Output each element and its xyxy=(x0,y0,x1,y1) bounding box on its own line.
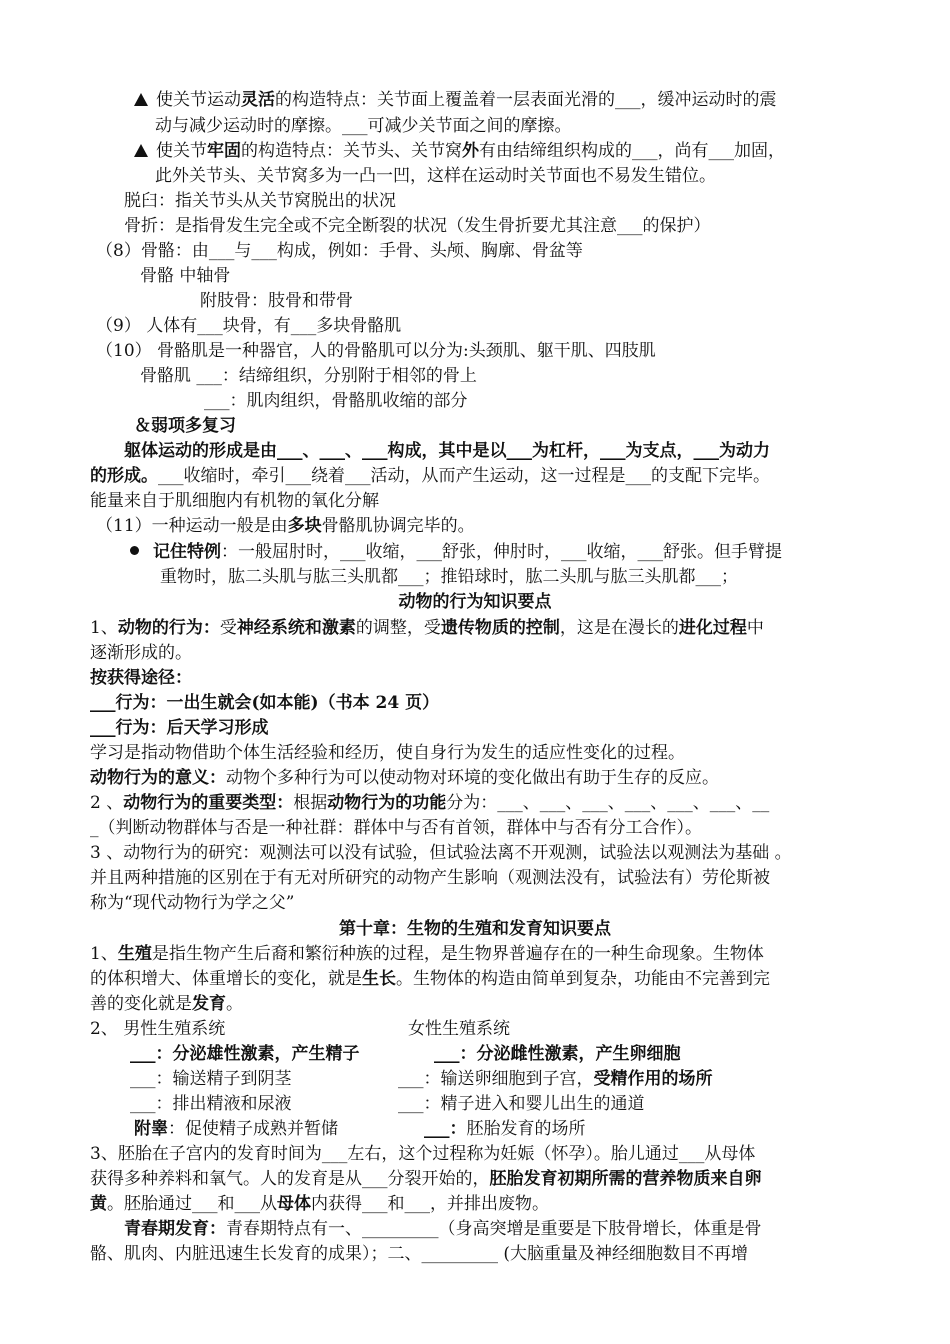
text-segment: ___行为：一出生就会(如本能)（书本 24 页） xyxy=(90,693,440,713)
text-segment: 附肢骨：肢骨和带骨 xyxy=(200,291,353,311)
text-segment: 重物时，肱二头肌与肱三头肌都___；推铅球时，肱二头肌与肱三头肌都___； xyxy=(160,567,738,587)
text-line xyxy=(90,691,439,715)
text-line xyxy=(90,464,770,488)
text-segment: _（判断动物群体与否是一种社群：群体中与否有首领，群体中与否有分工合作）。 xyxy=(90,818,702,838)
text-segment: ___：肌肉组织，骨骼肌收缩的部分 xyxy=(204,391,468,411)
text-segment: 是指生物产生后裔和繁衍种族的过程，是生物界普遍存在的一种生命现象。生物体 xyxy=(151,944,764,964)
text-segment: 躯体运动的形成是由___、___、___构成，其中是以___为杠杆，___为支点，___为动力 xyxy=(124,441,770,461)
text-segment: 青春期特点有一、_________（身高突增是重要是下肢骨增长，体重是骨 xyxy=(226,1219,762,1239)
text-segment: 骨骼肌 ___：结缔组织，分别附于相邻的骨上 xyxy=(140,366,477,386)
text-segment: 胚胎发育初期所需的营养物质来自卵 xyxy=(489,1169,762,1189)
text-segment: 外 xyxy=(462,141,479,161)
text-segment: 骼、肌肉、内脏迅速生长发育的成果）；二、_________ (大脑重量及神经细胞数目不再增 xyxy=(90,1244,749,1264)
text-line xyxy=(90,1242,748,1266)
text-segment: 的形成。 xyxy=(90,466,158,486)
text-line xyxy=(90,1192,549,1216)
text-segment: 生长 xyxy=(362,969,396,989)
text-segment: ___：排出精液和尿液 xyxy=(130,1094,292,1114)
text-segment: 学习是指动物借助个体生活经验和经历，使自身行为发生的适应性变化的过程。 xyxy=(90,743,685,763)
text-line xyxy=(90,816,702,840)
text-segment: ：促使精子成熟并暂储 xyxy=(168,1119,338,1139)
text-line xyxy=(124,214,711,238)
text-segment: 母体 xyxy=(277,1194,311,1214)
text-segment: 女性生殖系统 xyxy=(408,1019,510,1039)
text-line xyxy=(90,1017,225,1041)
text-line xyxy=(155,114,572,138)
text-segment: 逐渐形成的。 xyxy=(90,643,192,663)
text-segment: 记住特例 xyxy=(153,542,221,562)
text-segment: 动物行为的重要类型： xyxy=(123,793,294,813)
text-line xyxy=(155,164,716,188)
text-segment: 称为“现代动物行为学之父” xyxy=(90,893,295,913)
text-line xyxy=(408,1017,510,1041)
text-line xyxy=(130,1042,360,1066)
text-line xyxy=(90,992,243,1016)
text-segment: 获得多种养料和氧气。人的发育是从___分裂开始的， xyxy=(90,1169,490,1189)
text-line xyxy=(204,389,468,413)
text-segment: ___：分泌雄性激素，产生精子 xyxy=(130,1044,360,1064)
text-segment: 脱臼：指关节头从关节窝脱出的状况 xyxy=(124,191,396,211)
text-segment: 动物行为的功能 xyxy=(327,793,447,813)
text-line xyxy=(96,514,475,538)
text-segment: 使关节运动 xyxy=(156,90,241,110)
text-segment: 内获得___和___，并排出废物。 xyxy=(311,1194,549,1214)
text-line xyxy=(90,616,764,640)
text-segment: ___行为：后天学习形成 xyxy=(90,718,269,738)
text-segment: ___收缩时，牵引___绕着___活动，从而产生运动，这一过程是___的支配下完毕。 xyxy=(158,466,770,486)
text-segment: 的构造特点：关节头、关节窝 xyxy=(241,141,462,161)
text-segment: 骨骼 中轴骨 xyxy=(140,266,231,286)
text-line xyxy=(90,489,379,513)
text-segment: ___：精子进入和婴儿出生的通道 xyxy=(398,1094,645,1114)
text-segment: ___： xyxy=(424,1119,467,1139)
text-segment: 。生物体的构造由简单到复杂，功能由不完善到完 xyxy=(396,969,770,989)
text-segment: 动与减少运动时的摩擦。___可减少关节面之间的摩擦。 xyxy=(155,116,572,136)
text-segment: 动物个多种行为可以使动物对环境的变化做出有助于生存的反应。 xyxy=(226,768,719,788)
text-line xyxy=(130,1067,292,1091)
text-line xyxy=(124,1217,762,1241)
text-segment: ___：分泌雌性激素，产生卵细胞 xyxy=(434,1044,681,1064)
text-line xyxy=(398,1067,713,1091)
text-line xyxy=(90,766,719,790)
text-segment: 神经系统和激素 xyxy=(236,618,356,638)
text-segment: 的构造特点：关节面上覆盖着一层表面光滑的___，缓冲运动时的震 xyxy=(275,90,777,110)
text-segment: 青春期发育： xyxy=(124,1219,226,1239)
text-segment: ___：输送精子到阴茎 xyxy=(130,1069,292,1089)
text-segment: 附睾 xyxy=(134,1119,168,1139)
text-line xyxy=(90,716,269,740)
text-line xyxy=(90,942,764,966)
text-segment: 遗传物质的控制 xyxy=(440,618,560,638)
text-segment: 善的变化就是 xyxy=(90,994,192,1014)
text-line xyxy=(124,439,770,463)
text-segment: 动物行为的意义： xyxy=(90,768,226,788)
section-title xyxy=(0,590,950,614)
text-segment: ：一般屈肘时，___收缩，___舒张，伸肘时，___收缩，___舒张。但手臂提 xyxy=(221,542,782,562)
triangle-bullet-icon xyxy=(134,144,148,157)
text-line xyxy=(134,414,236,438)
text-segment: 2、 男性生殖系统 xyxy=(90,1019,226,1039)
text-line xyxy=(140,264,230,288)
text-segment: 骨骼肌协调完毕的。 xyxy=(321,516,475,536)
text-line xyxy=(90,891,294,915)
text-segment: （11）一种运动一般是由 xyxy=(96,516,288,536)
text-segment: 按获得途径： xyxy=(90,668,192,688)
text-segment: 中 xyxy=(746,618,764,638)
text-segment: 1、 xyxy=(90,618,118,638)
text-segment: 骨折：是指骨发生完全或不完全断裂的状况（发生骨折要尤其注意___的保护） xyxy=(124,216,711,236)
text-segment: 。 xyxy=(226,994,243,1014)
text-line xyxy=(90,967,770,991)
text-segment: 有由结缔组织构成的___，尚有___加固， xyxy=(479,141,785,161)
text-segment: 2 、 xyxy=(90,793,124,813)
text-line xyxy=(130,540,782,564)
text-segment: （9） 人体有___块骨，有___多块骨骼肌 xyxy=(96,316,402,336)
text-line xyxy=(90,791,769,815)
text-line xyxy=(96,239,583,263)
text-line xyxy=(124,189,396,213)
text-segment: 进化过程 xyxy=(678,618,747,638)
text-segment: 灵活 xyxy=(241,90,275,110)
text-segment: 3 、动物行为的研究：观测法可以没有试验，但试验法离不开观测，试验法以观测法为基础 。 xyxy=(90,843,792,863)
text-segment: ＆弱项多复习 xyxy=(134,416,236,436)
text-line xyxy=(200,289,353,313)
text-segment: 的调整，受 xyxy=(355,618,441,638)
text-line xyxy=(90,1167,762,1191)
text-segment: 胚胎发育的场所 xyxy=(466,1119,586,1139)
text-line xyxy=(90,1142,755,1166)
text-line xyxy=(90,666,192,690)
text-line xyxy=(90,641,192,665)
text-line xyxy=(134,88,777,112)
text-line xyxy=(130,1092,292,1116)
text-segment: 黄 xyxy=(90,1194,107,1214)
text-segment: 多块 xyxy=(287,516,322,536)
text-segment: 生殖 xyxy=(117,944,152,964)
bullet-icon xyxy=(130,546,139,555)
text-line xyxy=(160,565,738,589)
text-segment: 3、胚胎在子宫内的发育时间为___左右，这个过程称为妊娠（怀孕）。胎儿通过___从母体 xyxy=(90,1144,756,1164)
text-segment: 使关节 xyxy=(156,141,207,161)
text-line xyxy=(134,139,785,163)
text-segment: 1、 xyxy=(90,944,118,964)
text-segment: 受精作用的场所 xyxy=(593,1069,713,1089)
text-line xyxy=(90,866,770,890)
text-line xyxy=(90,841,792,865)
text-segment: 动物的行为知识要点 xyxy=(398,592,552,612)
text-line xyxy=(96,339,656,363)
text-segment: （10） 骨骼肌是一种器官，人的骨骼肌可以分为:头颈肌、躯干肌、四肢肌 xyxy=(96,341,656,361)
text-segment: ___：输送卵细胞到子宫， xyxy=(398,1069,594,1089)
text-segment: 分为：___、___、___、___、___、___、__ xyxy=(446,793,770,813)
text-segment: ，这是在漫长的 xyxy=(559,618,679,638)
text-line xyxy=(398,1092,645,1116)
text-segment: 并且两种措施的区别在于有无对所研究的动物产生影响（观测法没有，试验法有）劳伦斯被 xyxy=(90,868,770,888)
text-line xyxy=(434,1042,681,1066)
text-line xyxy=(140,364,477,388)
text-segment: 牢固 xyxy=(207,141,241,161)
text-segment: 发育 xyxy=(192,994,226,1014)
text-segment: 的体积增大、体重增长的变化，就是 xyxy=(90,969,362,989)
text-segment: 第十章：生物的生殖和发育知识要点 xyxy=(339,919,611,939)
text-line xyxy=(134,1117,338,1141)
section-title xyxy=(0,917,950,941)
text-segment: 能量来自于肌细胞内有机物的氧化分解 xyxy=(90,491,379,511)
text-segment: 动物的行为： xyxy=(117,618,220,638)
text-line xyxy=(90,741,685,765)
text-segment: 根据 xyxy=(293,793,328,813)
text-line xyxy=(96,314,401,338)
text-segment: 此外关节头、关节窝多为一凸一凹，这样在运动时关节面也不易发生错位。 xyxy=(155,166,716,186)
text-segment: （8）骨骼：由___与___构成，例如：手骨、头颅、胸廓、骨盆等 xyxy=(96,241,583,261)
triangle-bullet-icon xyxy=(134,93,148,106)
text-segment: 受 xyxy=(219,618,237,638)
text-segment: 。胚胎通过___和___从 xyxy=(107,1194,277,1214)
text-line xyxy=(424,1117,586,1141)
